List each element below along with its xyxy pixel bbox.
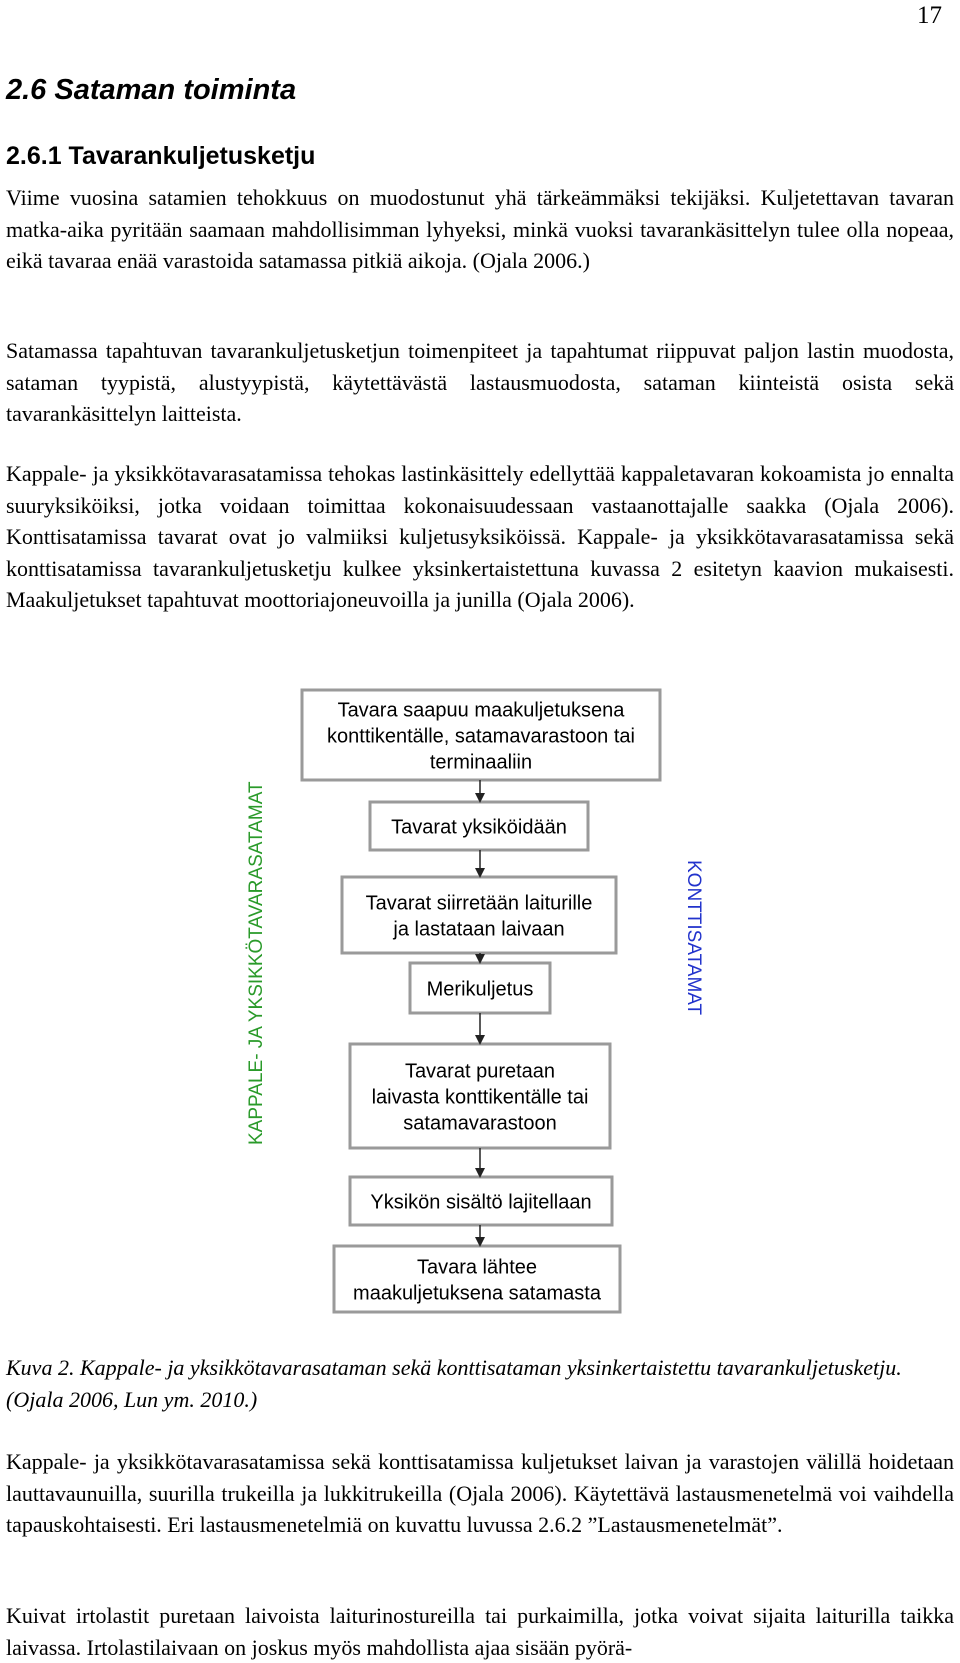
- label-konttisatamat: KONTTISATAMAT: [683, 860, 704, 1016]
- section-heading: 2.6 Sataman toiminta: [6, 74, 297, 106]
- flow-box-3-text-line-2: ja lastataan laivaan: [393, 918, 565, 941]
- flow-box-2-text-line-1: Tavarat yksiköidään: [391, 816, 567, 839]
- paragraph-1: Viime vuosina satamien tehokkuus on muodostunut yhä tärkeämmäksi tekijäksi. Kuljetettavan tavaran matka-aika pyritään saamaan mahdollisimman lyhyeksi, minkä vuoksi tavarankäsittelyn tulee olla nopeaa, eikä tavaraa enää varastoida satamassa pitkiä aikoja. (Ojala 2006.): [6, 185, 954, 273]
- flow-box-1-text-line-2: konttikentälle, satamavarastoon tai: [327, 725, 635, 748]
- figure-caption: Kuva 2. Kappale- ja yksikkötavarasataman sekä konttisataman yksinkertaistettu tavarankuljetusketju. (Ojala 2006, Lun ym. 2010.): [6, 1355, 902, 1412]
- flow-box-7-text-line-2: maakuljetuksena satamasta: [353, 1282, 601, 1305]
- flow-box-5-text-line-3: satamavarastoon: [403, 1112, 557, 1135]
- paragraph-3: Kappale- ja yksikkötavarasatamissa tehokas lastinkäsittely edellyttää kappaletavaran kokoamista jo ennalta suuryksiköiksi, jotka voidaan toimittaa kokonaisuudessaan vastaanottajalle saakka (Ojala 2006). Konttisatamissa tavarat ovat jo valmiiksi kuljetusyksiköissä. Kappale- ja yksikkötavarasatamissa sekä konttisatamissa tavarankuljetusketju kulkee yksinkertaistettuna kuvassa 2 esitetyn kaavion mukaisesti. Maakuljetukset tapahtuvat moottoriajoneuvoilla ja junilla (Ojala 2006).: [6, 461, 954, 612]
- flowchart-figure: [0, 680, 960, 1320]
- flow-box-5-text-line-2: laivasta konttikentälle tai: [371, 1086, 589, 1109]
- paragraph-4: Kappale- ja yksikkötavarasatamissa sekä konttisatamissa kuljetukset laivan ja varastojen välillä hoidetaan lauttavaunuilla, suurilla trukeilla ja lukkitrukeilla (Ojala 2006). Käytettävä lastausmenetelmä voi vaihdella tapauskohtaisesti. Eri lastausmenetelmiä on kuvattu luvussa 2.6.2 ”Lastausmenetelmät”.: [6, 1449, 954, 1537]
- subsection-heading: 2.6.1 Tavarankuljetusketju: [6, 142, 316, 170]
- flow-box-4-text-line-1: Merikuljetus: [426, 978, 534, 1001]
- flow-box-6-text-line-1: Yksikön sisältö lajitellaan: [370, 1191, 592, 1214]
- flowchart-svg: [0, 680, 960, 1320]
- flow-box-3: [342, 877, 616, 953]
- label-kappale-ja-yksikkotavarasatamat: KAPPALE- JA YKSIKKÖTAVARASATAMAT: [246, 781, 267, 1145]
- flow-box-5-text-line-1: Tavarat puretaan: [404, 1060, 556, 1083]
- page-number: 17: [917, 2, 942, 29]
- paragraph-5: Kuivat irtolastit puretaan laivoista laiturinostureilla tai purkaimilla, jotka voivat sijaita laiturilla taikka laivassa. Irtolastilaivaan on joskus myös mahdollista ajaa sisään pyörä-: [6, 1603, 954, 1660]
- flow-box-1-text-line-3: terminaaliin: [429, 751, 533, 774]
- flow-box-7-text-line-1: Tavara lähtee: [416, 1256, 538, 1279]
- paragraph-2: Satamassa tapahtuvan tavarankuljetusketjun toimenpiteet ja tapahtumat riippuvat paljon lastin muodosta, sataman tyypistä, alustyypistä, käytettävästä lastausmuodosta, sataman kiinteistä osista sekä tavarankäsittelyn laitteista.: [6, 338, 954, 426]
- flow-box-3-text-line-1: Tavarat siirretään laiturille: [365, 892, 593, 915]
- flow-box-1-text-line-1: Tavara saapuu maakuljetuksena: [337, 699, 625, 722]
